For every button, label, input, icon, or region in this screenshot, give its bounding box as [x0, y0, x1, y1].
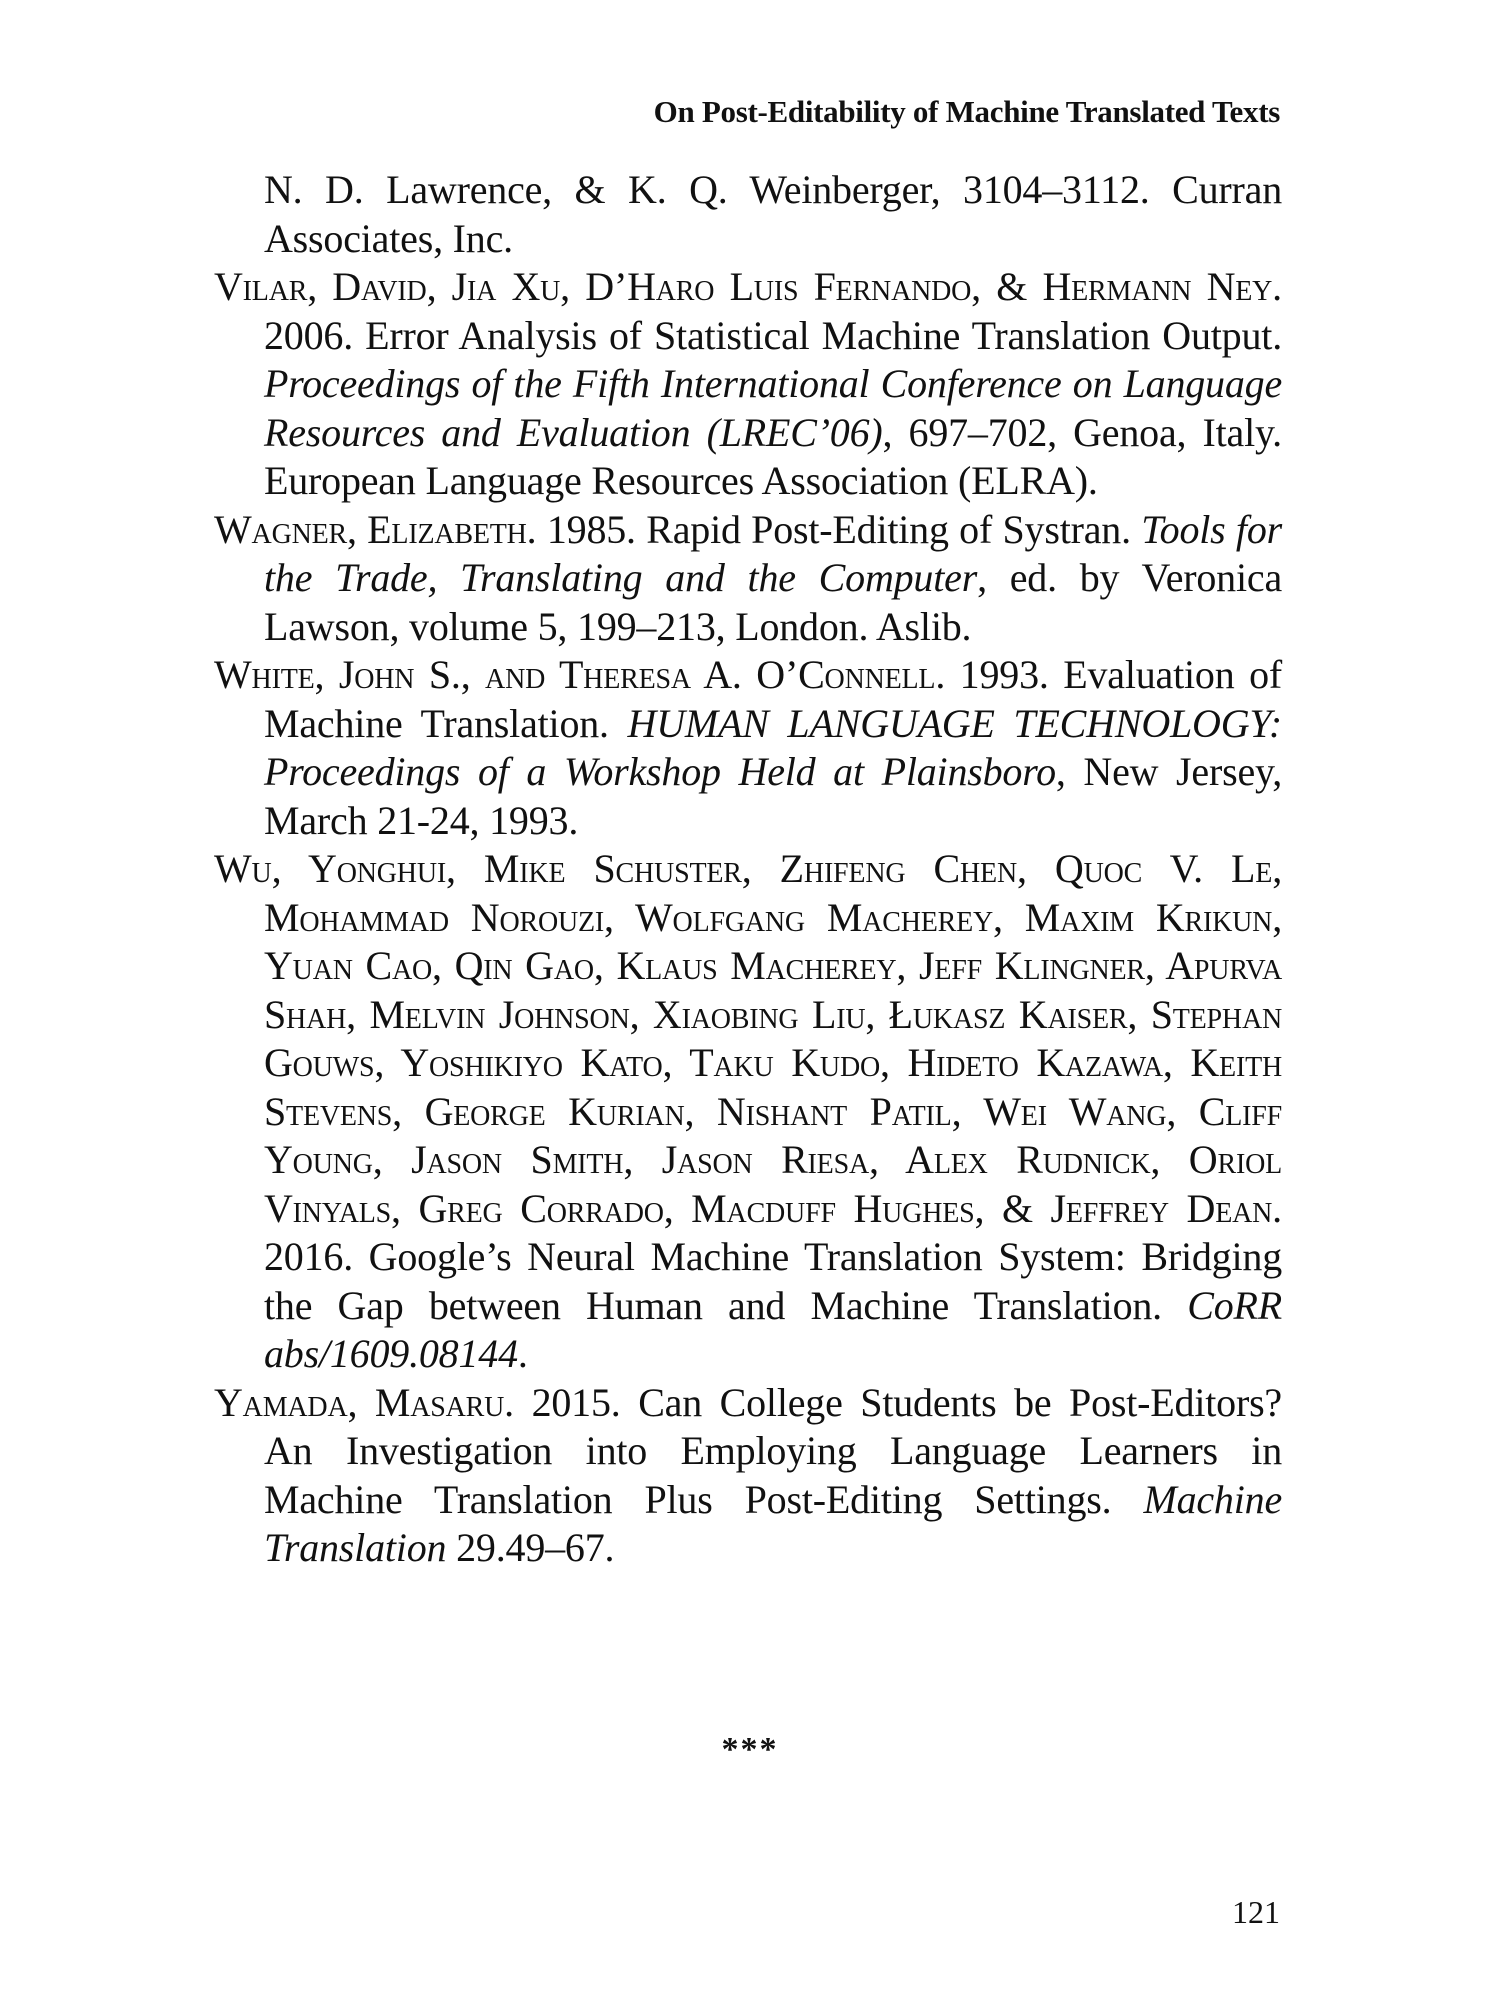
reference-wagner-1985: [214, 506, 1282, 652]
section-separator: ***: [721, 1731, 779, 1768]
reference-title: 2015. Can College Students be Post-Editors? An Investigation into Employing Language Learners in Machine Translation Plus Post-Editing Settings.: [264, 1379, 1282, 1522]
reference-details: , New Jersey, March 21-24, 1993.: [264, 749, 1283, 843]
reference-details: 29.49–67.: [446, 1525, 615, 1570]
reference-continuation: [214, 166, 1282, 263]
reference-title: 1985. Rapid Post-Editing of Systran.: [536, 506, 1142, 552]
reference-authors: Wagner, Elizabeth.: [214, 506, 537, 552]
reference-authors: Wu, Yonghui, Mike Schuster, Zhifeng Chen, Quoc V. Le, Mohammad Norouzi, Wolfgang Macherey, Maxim Krikun, Yuan Cao, Qin Gao, Klaus Macherey, Jeff Klingner, Apurva Shah, Melvin Johnson, Xiaobing Liu, Łukasz Kaiser, Stephan Gouws, Yoshikiyo Kato, Taku Kudo, Hideto Kazawa, Keith Stevens, George Kurian, Nishant Patil, Wei Wang, Cliff Young, Jason Smith, Jason Riesa, Alex Rudnick, Oriol Vinyals, Greg Corrado, Macduff Hughes, & Jeffrey Dean.: [214, 846, 1282, 1231]
reference-details: , ed. by Veronica Lawson, volume 5, 199–213, London. Aslib.: [264, 555, 1282, 649]
reference-title: 2016. Google’s Neural Machine Translation System: Bridging the Gap between Human and Machine Translation.: [264, 1234, 1282, 1328]
reference-details: .: [517, 1331, 528, 1376]
reference-venue: Proceedings of the Fifth International Conference on Language Resources and Evaluation (LREC’06): [264, 361, 1282, 455]
reference-title: 2006. Error Analysis of Statistical Machine Translation Output.: [264, 312, 1282, 358]
reference-details: , 697–702, Genoa, Italy. European Language Resources Association (ELRA).: [264, 409, 1282, 503]
reference-vilar-2006: [214, 263, 1282, 506]
reference-venue: HUMAN LANGUAGE TECHNOLOGY: Proceedings of a Workshop Held at Plainsboro: [264, 700, 1282, 794]
running-header-title: On Post-Editability of Machine Translated Texts: [653, 94, 1280, 129]
reference-list: [214, 166, 1282, 1573]
page-number: 121: [1232, 1894, 1280, 1930]
reference-venue: Machine Translation: [264, 1476, 1282, 1570]
reference-continuation-text: N. D. Lawrence, & K. Q. Weinberger, 3104–3112. Curran Associates, Inc.: [264, 167, 1282, 261]
reference-authors: Vilar, David, Jia Xu, D’Haro Luis Fernando, & Hermann Ney.: [214, 264, 1282, 309]
reference-wu-2016: [214, 845, 1282, 1379]
reference-authors: White, John S., and Theresa A. O’Connell.: [214, 652, 946, 697]
reference-yamada-2015: [214, 1379, 1282, 1573]
reference-title: 1993. Evaluation of Machine Translation.: [264, 652, 1282, 746]
reference-white-1993: [214, 651, 1282, 845]
reference-authors: Yamada, Masaru.: [214, 1379, 514, 1425]
reference-venue: Tools for the Trade, Translating and the Computer: [264, 506, 1282, 600]
reference-venue: CoRR abs/1609.08144: [264, 1282, 1282, 1376]
